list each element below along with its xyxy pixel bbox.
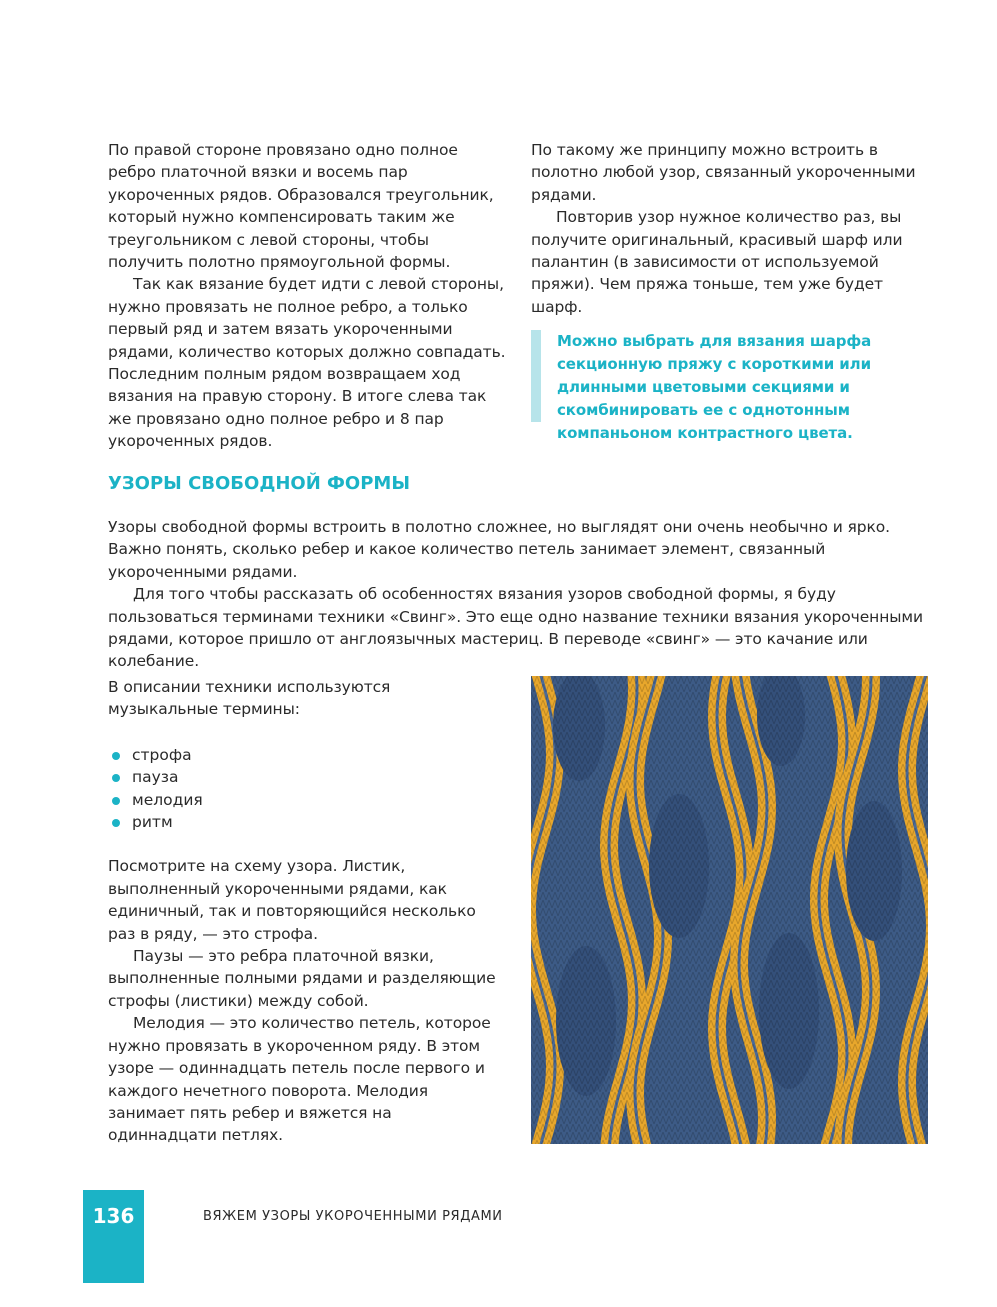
section-intro — [108, 516, 928, 673]
paragraph: Посмотрите на схему узора. Листик, выполненный укороченными рядами, как единичный, так и повторяющийся несколько раз в ряду, — это строфа. — [108, 857, 476, 943]
bullet-icon — [112, 752, 120, 760]
knitting-photo — [531, 676, 928, 1144]
paragraph: Мелодия — это количество петель, которое нужно провязать в укороченном ряду. В этом узоре — одиннадцать петель после первого и каждого нечетного поворота. Мелодия занимает пять ребер и вяжется на одиннадцати петлях. — [108, 1014, 491, 1145]
paragraph: Паузы — это ребра платочной вязки, выполненные полными рядами и разделяющие строфы (листики) между собой. — [108, 947, 496, 1010]
paragraph: Так как вязание будет идти с левой стороны, нужно провязать не полное ребро, а только первый ряд и затем вязать укороченными рядами, количество которых должно совпадать. Последним полным рядом возвращаем ход вязания на правую сторону. В итоге слева так же провязано одно полное ребро и 8 пар укороченных рядов. — [108, 275, 506, 451]
list-item — [108, 744, 503, 766]
term-label: ритм — [132, 813, 173, 832]
bullet-icon — [112, 819, 120, 827]
left-column — [108, 139, 508, 453]
paragraph: Узоры свободной формы встроить в полотно сложнее, но выглядят они очень необычно и ярко. Важно понять, сколько ребер и какое количество петель занимает элемент, связанный укороченными рядами. — [108, 518, 890, 581]
paragraph: Для того чтобы рассказать об особенностях вязания узоров свободной формы, я буду пользоваться терминами техники «Свинг». Это еще одно название техники вязания укороченными рядами, которое пришло от англоязычных мастериц. В переводе «свинг» — это качание или колебание. — [108, 585, 923, 671]
right-column — [531, 139, 931, 318]
running-title: ВЯЖЕМ УЗОРЫ УКОРОЧЕННЫМИ РЯДАМИ — [203, 1209, 503, 1224]
page-number: 136 — [92, 1204, 135, 1228]
paragraph: По правой стороне провязано одно полное ребро платочной вязки и восемь пар укороченных рядов. Образовался треугольник, который нужно компенсировать таким же треугольником с левой стороны, чтобы получить полотно прямоугольной формы. — [108, 141, 494, 272]
paragraph: В описании техники используются музыкальные термины: — [108, 678, 391, 719]
paragraph: Повторив узор нужное количество раз, вы получите оригинальный, красивый шарф или палантин (в зависимости от используемой пряжи). Чем пряжа тоньше, тем уже будет шарф. — [531, 208, 903, 316]
term-label: пауза — [132, 768, 179, 787]
terms-list — [108, 744, 503, 834]
terms-column — [108, 676, 503, 1147]
page-number-tab — [83, 1190, 144, 1283]
list-item — [108, 811, 503, 833]
paragraph: По такому же принципу можно встроить в полотно любой узор, связанный укороченными рядами. — [531, 141, 916, 204]
list-item — [108, 789, 503, 811]
tip-callout — [531, 330, 931, 442]
list-item — [108, 766, 503, 788]
callout-text: Можно выбрать для вязания шарфа секционную пряжу с короткими или длинными цветовыми секциями и скомбинировать ее с однотонным компаньоном контрастного цвета. — [557, 332, 872, 442]
section-title: УЗОРЫ СВОБОДНОЙ ФОРМЫ — [108, 473, 410, 494]
bullet-icon — [112, 797, 120, 805]
term-label: мелодия — [132, 790, 203, 809]
term-label: строфа — [132, 745, 192, 764]
bullet-icon — [112, 774, 120, 782]
